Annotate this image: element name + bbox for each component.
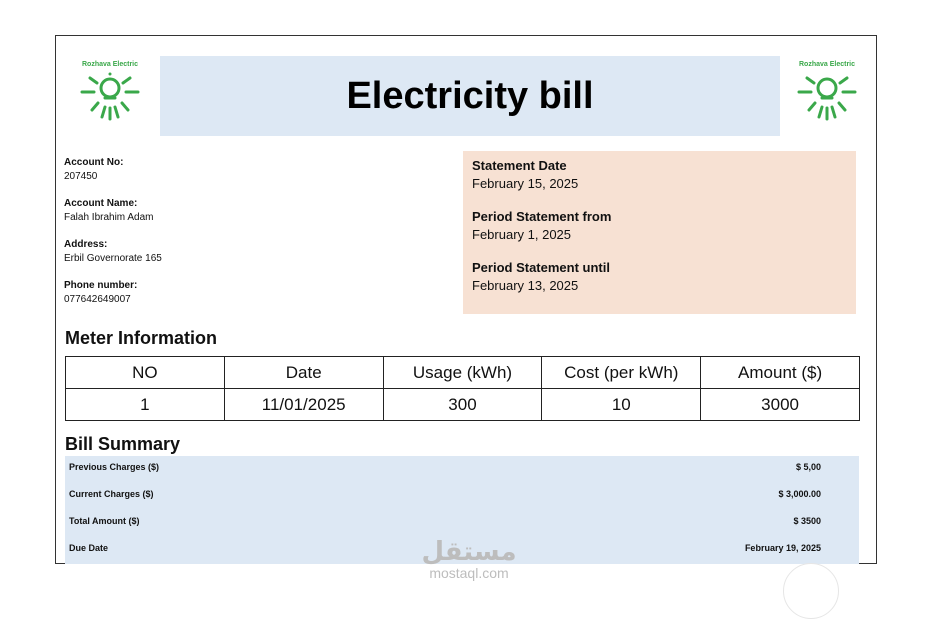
lightbulb-icon — [795, 70, 859, 122]
statement-box — [463, 151, 856, 314]
address-label: Address: — [64, 239, 108, 250]
company-logo-left — [70, 61, 150, 122]
account-name-block — [64, 198, 364, 223]
statement-date-block — [472, 158, 847, 191]
summary-label: Current Charges ($) — [69, 489, 154, 499]
summary-value: $ 5,00 — [795, 462, 821, 472]
account-details — [64, 157, 364, 321]
column-header-date: Date — [224, 357, 383, 389]
summary-label: Previous Charges ($) — [69, 462, 160, 472]
statement-date-label: Statement Date — [472, 158, 567, 173]
account-number-block — [64, 157, 364, 182]
column-header-cost: Cost (per kWh) — [542, 357, 701, 389]
account-name-value: Falah Ibrahim Adam — [64, 212, 154, 223]
period-until-block — [472, 260, 847, 293]
meter-section-title: Meter Information — [65, 328, 218, 348]
title-band — [160, 56, 780, 136]
meter-table — [65, 356, 860, 421]
summary-row-total — [65, 510, 859, 537]
cell-cost: 10 — [542, 389, 701, 421]
cell-date: 11/01/2025 — [224, 389, 383, 421]
meter-header-row — [66, 357, 860, 389]
account-number-value: 207450 — [64, 171, 98, 182]
lightbulb-icon — [78, 70, 142, 122]
summary-value: $ 3500 — [793, 516, 821, 526]
period-from-label: Period Statement from — [472, 209, 612, 224]
table-row — [66, 389, 860, 421]
summary-value: February 19, 2025 — [744, 543, 821, 553]
company-logo-right — [787, 61, 867, 122]
watermark — [404, 538, 534, 580]
phone-label: Phone number: — [64, 280, 138, 291]
cell-usage: 300 — [383, 389, 542, 421]
phone-value: 077642649007 — [64, 294, 131, 305]
summary-value: $ 3,000.00 — [778, 489, 821, 499]
period-until-value: February 13, 2025 — [472, 278, 579, 293]
address-value: Erbil Governorate 165 — [64, 253, 162, 264]
period-until-label: Period Statement until — [472, 260, 610, 275]
page-title: Electricity bill — [346, 74, 594, 117]
watermark-arabic: مستقل — [421, 537, 517, 567]
period-from-value: February 1, 2025 — [472, 227, 572, 242]
summary-label: Total Amount ($) — [69, 516, 140, 526]
address-block — [64, 239, 364, 264]
summary-section-title: Bill Summary — [65, 434, 181, 454]
column-header-usage: Usage (kWh) — [383, 357, 542, 389]
column-header-no: NO — [66, 357, 225, 389]
account-name-label: Account Name: — [64, 198, 138, 209]
brand-name: Rozhava Electric — [81, 61, 139, 68]
phone-block — [64, 280, 364, 305]
cell-no: 1 — [66, 389, 225, 421]
summary-label: Due Date — [69, 543, 109, 553]
decorative-ring — [783, 563, 839, 619]
statement-date-value: February 15, 2025 — [472, 176, 579, 191]
account-number-label: Account No: — [64, 157, 124, 168]
summary-row-current — [65, 483, 859, 510]
brand-name: Rozhava Electric — [798, 61, 856, 68]
bill-sheet — [55, 35, 877, 567]
watermark-latin: mostaql.com — [429, 565, 509, 581]
summary-row-previous — [65, 456, 859, 483]
cell-amount: 3000 — [701, 389, 860, 421]
column-header-amount: Amount ($) — [701, 357, 860, 389]
period-from-block — [472, 209, 847, 242]
